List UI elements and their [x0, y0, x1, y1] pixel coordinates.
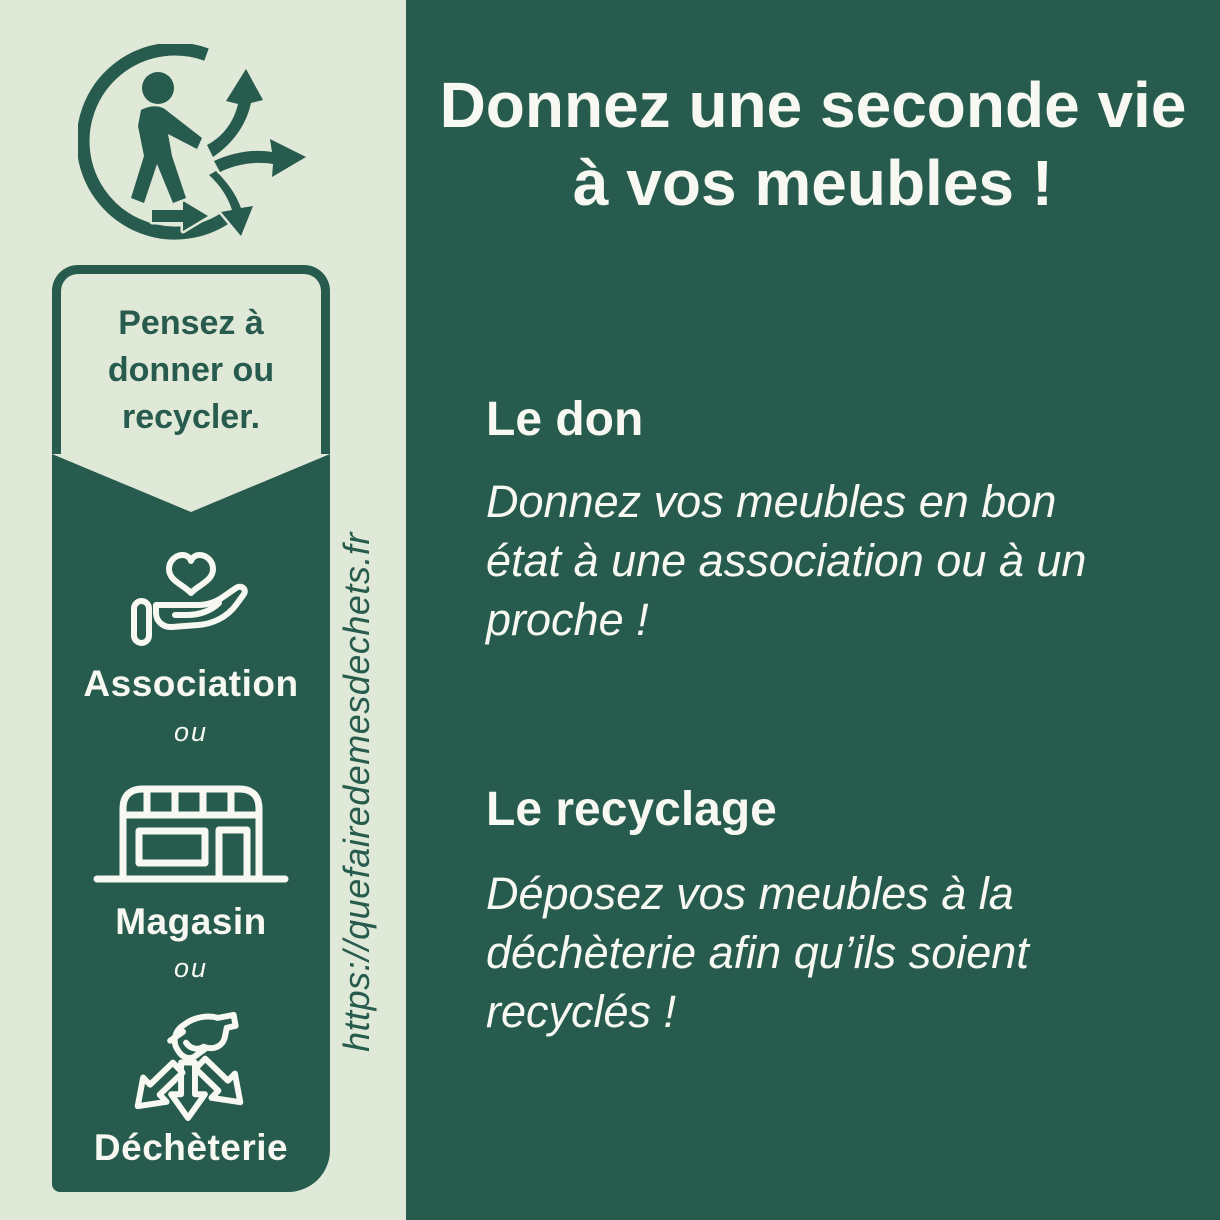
triman-recycling-icon: [78, 44, 320, 242]
options-column: [52, 455, 330, 1192]
banner: [52, 265, 330, 457]
banner-text: [61, 300, 321, 441]
main-panel: [406, 0, 1220, 1220]
hand-sorting-icon: [120, 1001, 262, 1125]
body-line: proche !: [486, 594, 649, 645]
dechetterie-label: Déchèterie: [93, 1127, 289, 1168]
sidebar: [0, 0, 406, 1220]
website-url: https://quefairedemesdechets.fr: [336, 532, 377, 1052]
banner-line: donner ou: [107, 351, 275, 389]
banner-line: Pensez à: [118, 304, 264, 342]
storefront-icon: [93, 779, 289, 883]
association-label: Association: [83, 663, 299, 704]
separator-ou: ou: [173, 717, 209, 747]
magasin-label: Magasin: [115, 901, 267, 942]
don-body: [486, 472, 1086, 649]
body-line: Donnez vos meubles en bon: [486, 476, 1057, 527]
title-line: Donnez une seconde vie: [439, 69, 1187, 141]
don-heading: Le don: [486, 393, 644, 446]
recyclage-heading: Le recyclage: [486, 783, 777, 836]
body-line: Déposez vos meubles à la: [486, 868, 1014, 919]
banner-pennant-tip: [52, 454, 330, 512]
recyclage-body: [486, 864, 1029, 1041]
banner-line: recycler.: [121, 398, 261, 436]
body-line: recyclés !: [486, 986, 677, 1037]
page-title: [406, 66, 1220, 222]
heart-in-hand-icon: [131, 539, 251, 651]
body-line: état à une association ou à un: [486, 535, 1087, 586]
title-line: à vos meubles !: [572, 147, 1054, 219]
separator-ou: ou: [173, 953, 209, 983]
body-line: déchèterie afin qu’ils soient: [486, 927, 1029, 978]
